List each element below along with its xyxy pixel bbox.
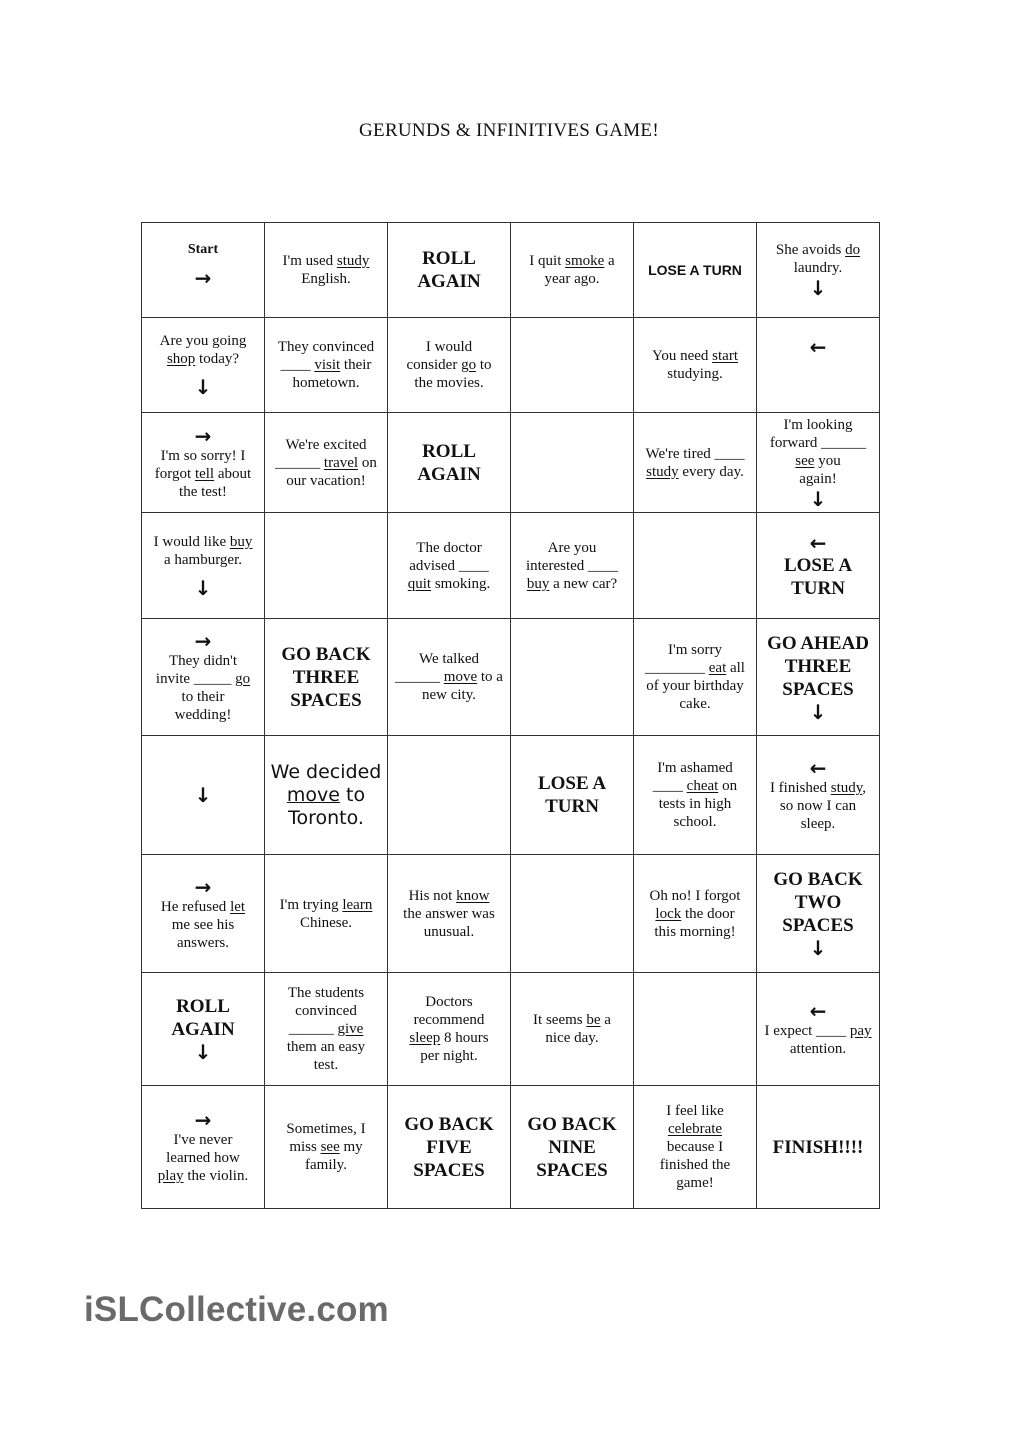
square-sentence: She avoids do laundry. [775, 242, 861, 276]
target-verb: do [845, 242, 861, 258]
board-square [388, 1086, 511, 1209]
board-square [634, 973, 757, 1086]
square-sentence: I would consider go to the movies. [406, 339, 492, 391]
square-content [511, 1086, 633, 1208]
arrow-right-icon: → [194, 1108, 212, 1132]
square-content [142, 223, 264, 317]
square-sentence: I would like buy a hamburger. [153, 533, 253, 568]
board-square [265, 973, 388, 1086]
square-sentence: I'm used study English. [282, 253, 370, 287]
board-square [757, 619, 880, 736]
target-verb: study [336, 253, 370, 269]
target-verb: shop [166, 351, 196, 367]
arrow-down-icon: ↓ [809, 276, 827, 300]
target-verb: see [795, 452, 815, 469]
target-verb: play [157, 1168, 184, 1184]
square-content [757, 973, 879, 1085]
board-square [634, 619, 757, 736]
board-square [511, 619, 634, 736]
square-sentence: His not know the answer was unusual. [403, 887, 495, 940]
arrow-down-icon: ↓ [809, 936, 827, 960]
square-instruction: GO BACK NINE SPACES [527, 1113, 617, 1181]
watermark-logo: iSLCollective.com [84, 1290, 389, 1329]
target-verb: learn [342, 896, 373, 913]
square-sentence: I'm looking forward ______ see you again! [769, 416, 867, 487]
square-content [757, 1086, 879, 1208]
arrow-down-icon: ↓ [194, 783, 212, 807]
target-verb: buy [229, 533, 253, 550]
square-content [634, 513, 756, 618]
arrow-left-icon: ← [809, 335, 827, 359]
target-verb: celebrate [667, 1121, 723, 1137]
board-square [265, 223, 388, 318]
square-content [142, 318, 264, 412]
square-sentence: I quit smoke a year ago. [529, 253, 615, 287]
board-row [142, 413, 880, 513]
square-content [511, 318, 633, 412]
square-instruction: FINISH!!!! [772, 1136, 864, 1158]
square-sentence: The doctor advised ____ quit smoking. [407, 539, 491, 592]
square-sentence: You need start studying. [652, 348, 738, 382]
square-content [634, 318, 756, 412]
target-verb: visit [314, 357, 341, 373]
square-sentence: We're excited ______ travel on our vacation! [275, 436, 377, 489]
board-square [757, 736, 880, 855]
target-verb: sleep [409, 1030, 441, 1046]
square-instruction: LOSE A TURN [783, 554, 853, 599]
square-content [511, 413, 633, 512]
square-content [511, 223, 633, 317]
square-content [142, 513, 264, 618]
square-sentence: Sometimes, I miss see my family. [286, 1121, 366, 1173]
board-square [142, 736, 265, 855]
board-square [265, 1086, 388, 1209]
board-square [757, 973, 880, 1086]
board-square [388, 413, 511, 513]
board-square [388, 973, 511, 1086]
square-instruction: ROLL AGAIN [417, 248, 481, 292]
square-instruction: LOSE A TURN [537, 773, 607, 817]
target-verb: travel [323, 454, 359, 471]
board-square [511, 318, 634, 413]
board-square [142, 1086, 265, 1209]
square-instruction: GO BACK TWO SPACES [773, 869, 863, 936]
square-sentence: I'm so sorry! I forgot tell about the test! [154, 447, 252, 500]
square-sentence: The students convinced ______ give them an easy test. [286, 985, 366, 1073]
square-sentence: I'm trying learn Chinese. [279, 896, 373, 931]
square-content [388, 736, 510, 854]
board-square [388, 855, 511, 973]
board-square [634, 736, 757, 855]
board-row [142, 513, 880, 619]
board-square [757, 223, 880, 318]
target-verb: quit [407, 575, 432, 592]
square-content [757, 223, 879, 317]
board-square [634, 318, 757, 413]
target-verb: start [712, 348, 738, 364]
board-square [142, 413, 265, 513]
square-sentence: I'm ashamed ____ cheat on tests in high school. [652, 760, 738, 830]
square-content [634, 736, 756, 854]
square-sentence: Start [187, 242, 219, 257]
board-square [511, 736, 634, 855]
board-square [511, 1086, 634, 1209]
target-verb: give [337, 1021, 364, 1037]
board-square [511, 223, 634, 318]
square-sentence: It seems be a nice day. [533, 1012, 611, 1046]
square-sentence: He refused let me see his answers. [160, 898, 246, 951]
arrow-down-icon: ↓ [194, 375, 212, 399]
square-content [634, 413, 756, 512]
square-content [757, 855, 879, 972]
square-instruction: LOSE A TURN [648, 262, 742, 278]
square-content [388, 223, 510, 317]
target-verb: lock [655, 905, 682, 922]
square-instruction: GO BACK THREE SPACES [281, 643, 371, 711]
board-square [511, 973, 634, 1086]
target-verb: be [586, 1012, 601, 1028]
target-verb: move [286, 783, 340, 806]
board-square [634, 855, 757, 973]
board-square [388, 513, 511, 619]
square-sentence: Oh no! I forgot lock the door this morning! [649, 887, 741, 940]
square-content [511, 619, 633, 735]
board-square [388, 619, 511, 736]
arrow-left-icon: ← [809, 756, 827, 780]
board-square [511, 855, 634, 973]
board-square [265, 619, 388, 736]
square-sentence: I expect ____ pay attention. [764, 1023, 872, 1057]
board-square [634, 413, 757, 513]
board-row [142, 973, 880, 1086]
square-sentence: We're tired ____ study every day. [645, 445, 745, 480]
square-content [757, 513, 879, 618]
board-square [511, 513, 634, 619]
square-content [265, 223, 387, 317]
square-content [511, 513, 633, 618]
square-content [265, 619, 387, 735]
square-instruction: ROLL AGAIN [171, 996, 235, 1040]
square-content [265, 736, 387, 854]
board-square [634, 513, 757, 619]
square-content [388, 318, 510, 412]
square-content [142, 413, 264, 512]
board-square [265, 855, 388, 973]
board-square [142, 619, 265, 736]
square-instruction: GO AHEAD THREE SPACES [767, 632, 869, 700]
square-content [265, 318, 387, 412]
board-square [265, 513, 388, 619]
square-content [511, 973, 633, 1085]
target-verb: smoke [565, 253, 605, 269]
board-square [142, 513, 265, 619]
square-content [388, 1086, 510, 1208]
board-square [757, 1086, 880, 1209]
target-verb: know [456, 887, 490, 904]
arrow-down-icon: ↓ [194, 575, 212, 600]
square-content [265, 973, 387, 1085]
board-square [757, 855, 880, 973]
arrow-right-icon: → [194, 423, 212, 448]
target-verb: cheat [686, 778, 719, 794]
square-sentence: They didn't invite _____ go to their wedding! [155, 653, 251, 723]
square-content [142, 973, 264, 1085]
square-content [142, 736, 264, 854]
arrow-down-icon: ↓ [809, 699, 827, 724]
board-square [388, 318, 511, 413]
square-content [634, 973, 756, 1085]
target-verb: buy [526, 575, 550, 592]
square-sentence: Are you going shop today? [159, 333, 247, 367]
board-square [142, 855, 265, 973]
square-content [757, 318, 879, 412]
board-square [388, 736, 511, 855]
board-square [634, 223, 757, 318]
square-instruction: GO BACK FIVE SPACES [404, 1113, 494, 1181]
board-square [142, 318, 265, 413]
square-content [634, 619, 756, 735]
square-content [142, 855, 264, 972]
square-sentence: I'm sorry ________ eat all of your birthday cake. [645, 642, 745, 712]
square-content [388, 413, 510, 512]
square-content [634, 1086, 756, 1208]
board-square [757, 318, 880, 413]
square-content [388, 513, 510, 618]
square-content [142, 619, 264, 735]
board-row [142, 223, 880, 318]
board-square [511, 413, 634, 513]
square-content [265, 513, 387, 618]
square-sentence: I've never learned how play the violin. [157, 1132, 249, 1184]
square-content [265, 855, 387, 972]
target-verb: pay [849, 1023, 872, 1039]
arrow-right-icon: → [194, 266, 212, 290]
target-verb: go [235, 671, 251, 687]
game-board-body [142, 223, 880, 1209]
arrow-down-icon: ↓ [809, 486, 827, 511]
square-sentence: We talked ______ move to a new city. [395, 651, 503, 703]
board-row [142, 736, 880, 855]
board-square [265, 413, 388, 513]
square-content [142, 1086, 264, 1208]
square-sentence: Doctors recommend sleep 8 hours per night. [409, 994, 489, 1064]
square-instruction: ROLL AGAIN [417, 440, 481, 485]
square-content [388, 855, 510, 972]
arrow-left-icon: ← [809, 530, 827, 555]
target-verb: let [230, 898, 246, 915]
board-square [388, 223, 511, 318]
square-content [757, 736, 879, 854]
target-verb: tell [194, 465, 215, 482]
target-verb: move [443, 669, 478, 685]
square-content [388, 973, 510, 1085]
target-verb: study [646, 463, 679, 480]
target-verb: go [461, 357, 477, 373]
square-content [634, 223, 756, 317]
arrow-right-icon: → [194, 874, 212, 899]
square-sentence: We decided move to Toronto. [270, 760, 382, 829]
arrow-left-icon: ← [809, 999, 827, 1023]
square-content [757, 413, 879, 512]
worksheet-title: GERUNDS & INFINITIVES GAME! [359, 120, 659, 141]
board-square [757, 413, 880, 513]
square-content [511, 855, 633, 972]
square-content [511, 736, 633, 854]
arrow-down-icon: ↓ [194, 1040, 212, 1064]
square-sentence: They convinced ____ visit their hometown. [277, 339, 375, 391]
board-row [142, 318, 880, 413]
board-row [142, 1086, 880, 1209]
board-square [757, 513, 880, 619]
board-square [142, 223, 265, 318]
square-content [388, 619, 510, 735]
square-sentence: I feel like celebrate because I finished the game! [659, 1103, 731, 1191]
arrow-right-icon: → [194, 629, 212, 653]
square-sentence: Are you interested ____ buy a new car? [525, 539, 619, 592]
target-verb: eat [708, 660, 727, 676]
square-content [265, 1086, 387, 1208]
board-square [265, 736, 388, 855]
board-row [142, 619, 880, 736]
board-square [142, 973, 265, 1086]
board-square [634, 1086, 757, 1209]
game-board [141, 222, 880, 1209]
board-row [142, 855, 880, 973]
square-sentence: I finished study, so now I can sleep. [769, 780, 867, 832]
target-verb: study [830, 780, 863, 796]
square-content [265, 413, 387, 512]
board-square [265, 318, 388, 413]
square-content [757, 619, 879, 735]
square-content [634, 855, 756, 972]
target-verb: see [320, 1139, 340, 1155]
